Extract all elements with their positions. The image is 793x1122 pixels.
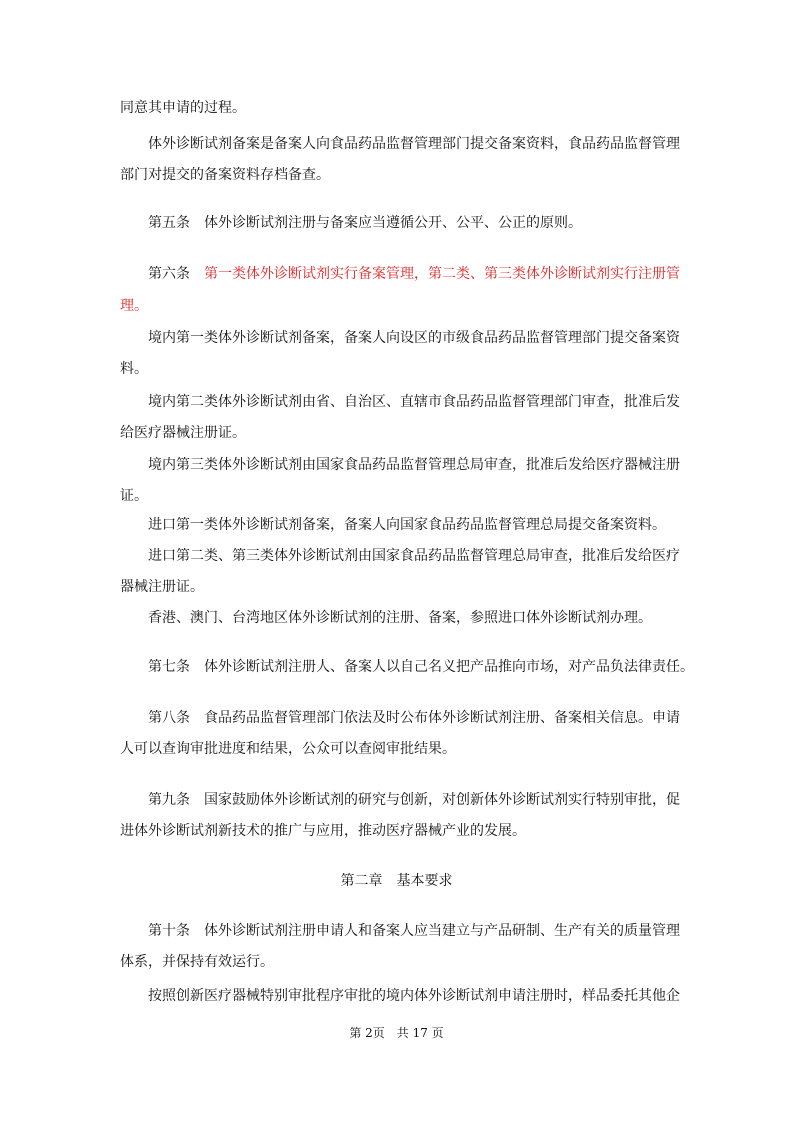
article-9 (148, 790, 680, 810)
paragraph-line: 体外诊断试剂备案是备案人向食品药品监督管理部门提交备案资料，食品药品监督管理 (148, 136, 680, 152)
article-number: 第七条 (148, 659, 190, 675)
article-number: 第五条 (148, 215, 190, 231)
article-text: 食品药品监督管理部门依法及时公布体外诊断试剂注册、备案相关信息。申请 (204, 710, 680, 726)
paragraph-line: 体系，并保持有效运行。 (120, 954, 274, 970)
paragraph-line: 境内第一类体外诊断试剂备案，备案人向设区的市级食品药品监督管理部门提交备案资 (148, 330, 680, 346)
article-number: 第十条 (148, 923, 190, 939)
article-text: 体外诊断试剂注册人、备案人以自己名义把产品推向市场，对产品负法律责任。 (204, 659, 694, 675)
paragraph-line: 料。 (120, 361, 148, 377)
paragraph-line: 同意其申请的过程。 (120, 100, 246, 116)
paragraph-line: 部门对提交的备案资料存档备查。 (120, 167, 330, 183)
paragraph-line: 境内第二类体外诊断试剂由省、自治区、直辖市食品药品监督管理部门审查，批准后发 (148, 394, 680, 410)
paragraph-line: 按照创新医疗器械特别审批程序审批的境内体外诊断试剂申请注册时，样品委托其他企 (148, 988, 680, 1004)
page-footer: 第 2页 共 17 页 (349, 1026, 444, 1040)
article-text-highlighted: 第一类体外诊断试剂实行备案管理，第二类、第三类体外诊断试剂实行注册管 (204, 266, 680, 282)
article-5 (148, 213, 675, 233)
paragraph-line: 进口第二类、第三类体外诊断试剂由国家食品药品监督管理总局审查，批准后发给医疗 (148, 548, 680, 564)
article-number: 第九条 (148, 792, 190, 808)
article-text: 体外诊断试剂注册申请人和备案人应当建立与产品研制、生产有关的质量管理 (204, 923, 680, 939)
paragraph-line: 进口第一类体外诊断试剂备案，备案人向国家食品药品监督管理总局提交备案资料。 (148, 517, 666, 533)
paragraph-line: 香港、澳门、台湾地区体外诊断试剂的注册、备案，参照进口体外诊断试剂办理。 (148, 610, 652, 626)
paragraph-line: 进体外诊断试剂新技术的推广与应用，推动医疗器械产业的发展。 (120, 823, 526, 839)
article-number: 第八条 (148, 710, 190, 726)
article-10 (148, 921, 680, 941)
article-text-highlighted: 理。 (120, 298, 148, 314)
article-7 (148, 657, 694, 677)
article-6 (148, 264, 680, 284)
article-number: 第六条 (148, 266, 190, 282)
article-text: 国家鼓励体外诊断试剂的研究与创新，对创新体外诊断试剂实行特别审批，促 (204, 792, 680, 808)
paragraph-line: 境内第三类体外诊断试剂由国家食品药品监督管理总局审查，批准后发给医疗器械注册 (148, 457, 680, 473)
article-8 (148, 708, 680, 728)
paragraph-line: 人可以查询审批进度和结果，公众可以查阅审批结果。 (120, 741, 456, 757)
paragraph-line: 给医疗器械注册证。 (120, 425, 246, 441)
chapter-heading: 第二章 基本要求 (340, 873, 453, 889)
paragraph-line: 器械注册证。 (120, 579, 204, 595)
article-text: 体外诊断试剂注册与备案应当遵循公开、公平、公正的原则。 (204, 215, 582, 231)
paragraph-line: 证。 (120, 488, 148, 504)
